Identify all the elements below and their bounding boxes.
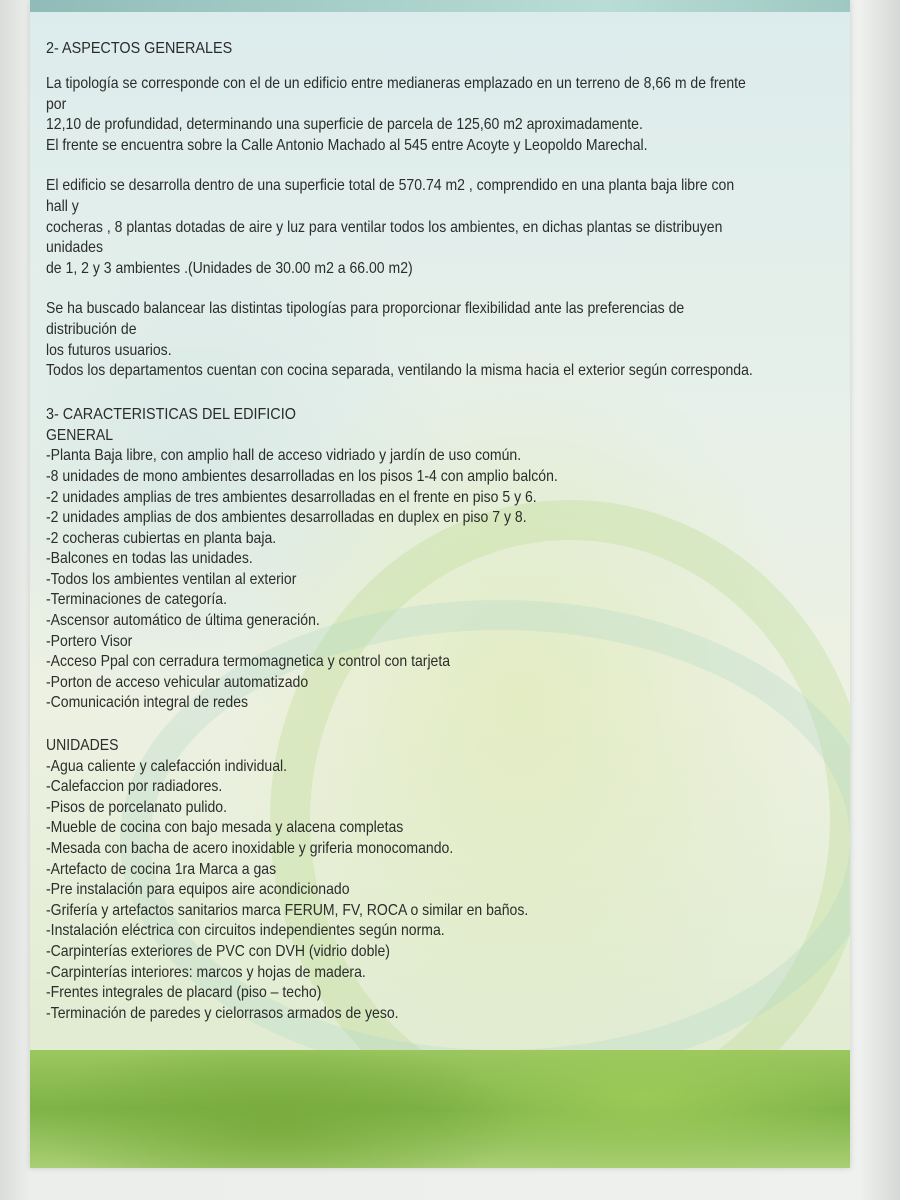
paragraph-line: El frente se encuentra sobre la Calle Antonio Machado al 545 entre Acoyte y Leopoldo Marechal.: [46, 136, 648, 154]
list-item: -Comunicación integral de redes: [46, 694, 249, 712]
bottom-decorative-band: [30, 1050, 850, 1168]
list-item: -Mueble de cocina con bajo mesada y alacena completas: [46, 819, 404, 837]
list-item: -Acceso Ppal con cerradura termomagnetica y control con tarjeta: [46, 653, 451, 671]
paragraph-line: La tipología se corresponde con el de un edificio entre medianeras emplazado en un terreno de 8,66 m de frente por: [46, 75, 746, 113]
paragraph-line: 12,10 de profundidad, determinando una superficie de parcela de 125,60 m2 aproximadamente.: [46, 116, 643, 134]
paragraph-building: [46, 176, 757, 279]
list-item: -2 unidades amplias de tres ambientes desarrolladas en el frente en piso 5 y 6.: [46, 488, 537, 506]
list-item: -Frentes integrales de placard (piso – techo): [46, 984, 322, 1002]
paragraph-terrain: [46, 74, 757, 156]
paragraph-line: Todos los departamentos cuentan con cocina separada, ventilando la misma hacia el exterior según corresponda.: [46, 362, 753, 380]
section-3-heading: 3- CARACTERISTICAS DEL EDIFICIO: [46, 405, 296, 423]
list-item: -8 unidades de mono ambientes desarrolladas en los pisos 1-4 con amplio balcón.: [46, 467, 558, 485]
units-list: [46, 757, 757, 1025]
units-label: UNIDADES: [46, 737, 119, 755]
brochure-page: [30, 0, 850, 1168]
list-item: -Agua caliente y calefacción individual.: [46, 757, 288, 775]
paragraph-line: de 1, 2 y 3 ambientes .(Unidades de 30.00 m2 a 66.00 m2): [46, 259, 413, 277]
list-item: -2 cocheras cubiertas en planta baja.: [46, 529, 277, 547]
paragraph-line: El edificio se desarrolla dentro de una superficie total de 570.74 m2 , comprendido en una planta baja libre con hall y: [46, 177, 735, 215]
list-item: -Pisos de porcelanato pulido.: [46, 798, 228, 816]
paragraph-line: los futuros usuarios.: [46, 341, 172, 359]
general-label: GENERAL: [46, 426, 114, 444]
list-item: -Calefaccion por radiadores.: [46, 778, 223, 796]
list-item: -Artefacto de cocina 1ra Marca a gas: [46, 860, 277, 878]
section-2-heading: 2- ASPECTOS GENERALES: [46, 40, 233, 57]
list-item: -Porton de acceso vehicular automatizado: [46, 673, 309, 691]
paragraph-line: Se ha buscado balancear las distintas tipologías para proporcionar flexibilidad ante las preferencias de distribución de: [46, 300, 685, 338]
list-item: -2 unidades amplias de dos ambientes desarrolladas en duplex en piso 7 y 8.: [46, 509, 527, 527]
list-item: -Grifería y artefactos sanitarios marca FERUM, FV, ROCA o similar en baños.: [46, 901, 529, 919]
paragraph-typologies: [46, 299, 757, 381]
top-decorative-band: [30, 0, 850, 12]
list-item: -Ascensor automático de última generación.: [46, 612, 320, 630]
list-item: -Mesada con bacha de acero inoxidable y griferia monocomando.: [46, 840, 454, 857]
list-item: -Balcones en todas las unidades.: [46, 550, 253, 568]
list-item: -Carpinterías interiores: marcos y hojas de madera.: [46, 963, 366, 981]
list-item: -Instalación eléctrica con circuitos independientes según norma.: [46, 922, 445, 940]
list-item: -Planta Baja libre, con amplio hall de acceso vidriado y jardín de uso común.: [46, 447, 522, 465]
list-item: -Todos los ambientes ventilan al exterior: [46, 570, 297, 588]
general-list: [46, 446, 757, 714]
list-item: -Terminación de paredes y cielorrasos armados de yeso.: [46, 1004, 399, 1022]
list-item: -Terminaciones de categoría.: [46, 591, 227, 609]
page-content: [46, 38, 757, 1024]
paragraph-line: cocheras , 8 plantas dotadas de aire y luz para ventilar todos los ambientes, en dichas plantas se distribuyen unidades: [46, 218, 723, 257]
list-item: -Portero Visor: [46, 632, 133, 650]
list-item: -Carpinterías exteriores de PVC con DVH (vidrio doble): [46, 942, 390, 960]
list-item: -Pre instalación para equipos aire acondicionado: [46, 881, 350, 899]
